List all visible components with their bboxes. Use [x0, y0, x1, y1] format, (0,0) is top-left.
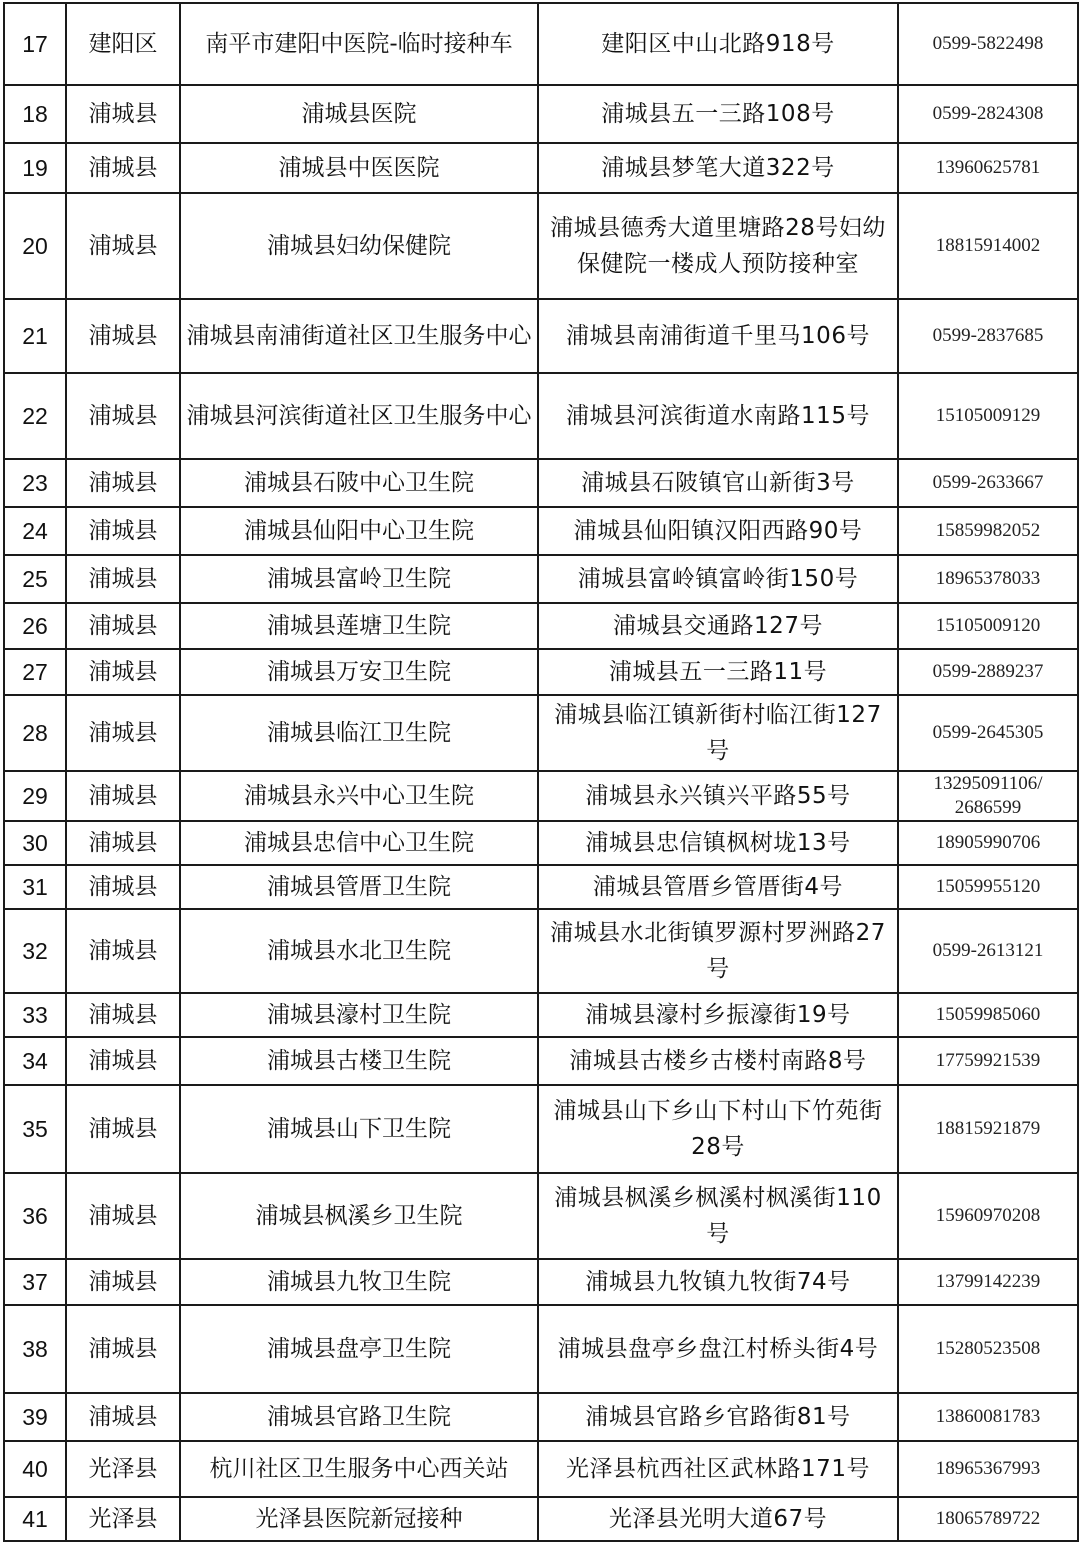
address-cell: 浦城县管厝乡管厝街4号 — [538, 865, 898, 909]
row-number: 36 — [4, 1173, 66, 1259]
institution-name-cell: 浦城县古楼卫生院 — [180, 1037, 538, 1085]
address-cell: 浦城县梦笔大道322号 — [538, 143, 898, 193]
row-number: 30 — [4, 821, 66, 865]
row-number: 37 — [4, 1259, 66, 1305]
row-number: 34 — [4, 1037, 66, 1085]
table-row — [4, 821, 1078, 865]
institution-name-cell: 光泽县医院新冠接种 — [180, 1497, 538, 1541]
phone-cell: 0599-2645305 — [898, 695, 1078, 771]
table-row — [4, 299, 1078, 373]
address-cell: 浦城县仙阳镇汉阳西路90号 — [538, 507, 898, 555]
table-row — [4, 1085, 1078, 1173]
phone-cell: 18815914002 — [898, 193, 1078, 299]
row-number: 25 — [4, 555, 66, 603]
table-row — [4, 459, 1078, 507]
row-number: 24 — [4, 507, 66, 555]
institution-name-cell: 南平市建阳中医院-临时接种车 — [180, 3, 538, 85]
institution-name-cell: 浦城县医院 — [180, 85, 538, 143]
phone-cell: 13295091106/ 2686599 — [898, 771, 1078, 821]
district-cell: 浦城县 — [66, 1259, 180, 1305]
table-row — [4, 1037, 1078, 1085]
table-row — [4, 3, 1078, 85]
institution-name-cell: 浦城县妇幼保健院 — [180, 193, 538, 299]
institution-name-cell: 浦城县万安卫生院 — [180, 649, 538, 695]
table-row — [4, 143, 1078, 193]
address-cell: 浦城县忠信镇枫树垅13号 — [538, 821, 898, 865]
address-cell: 浦城县交通路127号 — [538, 603, 898, 649]
address-cell: 浦城县水北街镇罗源村罗洲路27号 — [538, 909, 898, 993]
row-number: 17 — [4, 3, 66, 85]
row-number: 29 — [4, 771, 66, 821]
row-number: 19 — [4, 143, 66, 193]
row-number: 27 — [4, 649, 66, 695]
table-row — [4, 1393, 1078, 1441]
table-row — [4, 373, 1078, 459]
phone-cell: 15105009129 — [898, 373, 1078, 459]
row-number: 28 — [4, 695, 66, 771]
row-number: 41 — [4, 1497, 66, 1541]
district-cell: 浦城县 — [66, 1085, 180, 1173]
institution-name-cell: 浦城县中医医院 — [180, 143, 538, 193]
institution-name-cell: 浦城县盘亭卫生院 — [180, 1305, 538, 1393]
institution-name-cell: 浦城县濠村卫生院 — [180, 993, 538, 1037]
district-cell: 浦城县 — [66, 1173, 180, 1259]
table-row — [4, 1441, 1078, 1497]
district-cell: 浦城县 — [66, 695, 180, 771]
district-cell: 浦城县 — [66, 143, 180, 193]
institution-name-cell: 浦城县莲塘卫生院 — [180, 603, 538, 649]
district-cell: 浦城县 — [66, 909, 180, 993]
phone-cell: 18965378033 — [898, 555, 1078, 603]
phone-cell: 13799142239 — [898, 1259, 1078, 1305]
phone-cell: 0599-2824308 — [898, 85, 1078, 143]
table-row — [4, 603, 1078, 649]
district-cell: 浦城县 — [66, 771, 180, 821]
phone-cell: 0599-2837685 — [898, 299, 1078, 373]
district-cell: 浦城县 — [66, 507, 180, 555]
address-cell: 浦城县濠村乡振濠街19号 — [538, 993, 898, 1037]
address-cell: 浦城县临江镇新街村临江街127号 — [538, 695, 898, 771]
phone-cell: 15059985060 — [898, 993, 1078, 1037]
district-cell: 光泽县 — [66, 1497, 180, 1541]
phone-cell: 13960625781 — [898, 143, 1078, 193]
address-cell: 浦城县盘亭乡盘江村桥头街4号 — [538, 1305, 898, 1393]
institution-name-cell: 浦城县富岭卫生院 — [180, 555, 538, 603]
phone-cell: 0599-5822498 — [898, 3, 1078, 85]
row-number: 26 — [4, 603, 66, 649]
district-cell: 浦城县 — [66, 1393, 180, 1441]
phone-cell: 15059955120 — [898, 865, 1078, 909]
district-cell: 浦城县 — [66, 85, 180, 143]
district-cell: 浦城县 — [66, 649, 180, 695]
phone-cell: 0599-2613121 — [898, 909, 1078, 993]
phone-cell: 18965367993 — [898, 1441, 1078, 1497]
row-number: 23 — [4, 459, 66, 507]
vaccination-sites-table — [3, 2, 1079, 1542]
row-number: 32 — [4, 909, 66, 993]
institution-name-cell: 浦城县九牧卫生院 — [180, 1259, 538, 1305]
phone-cell: 15960970208 — [898, 1173, 1078, 1259]
address-cell: 光泽县光明大道67号 — [538, 1497, 898, 1541]
phone-cell: 15105009120 — [898, 603, 1078, 649]
phone-cell: 13860081783 — [898, 1393, 1078, 1441]
phone-cell: 17759921539 — [898, 1037, 1078, 1085]
district-cell: 浦城县 — [66, 373, 180, 459]
row-number: 40 — [4, 1441, 66, 1497]
table-row — [4, 555, 1078, 603]
table-row — [4, 1305, 1078, 1393]
address-cell: 浦城县官路乡官路街81号 — [538, 1393, 898, 1441]
address-cell: 光泽县杭西社区武林路171号 — [538, 1441, 898, 1497]
table-row — [4, 507, 1078, 555]
table-row — [4, 193, 1078, 299]
address-cell: 浦城县九牧镇九牧街74号 — [538, 1259, 898, 1305]
institution-name-cell: 浦城县忠信中心卫生院 — [180, 821, 538, 865]
district-cell: 浦城县 — [66, 299, 180, 373]
district-cell: 浦城县 — [66, 1037, 180, 1085]
institution-name-cell: 浦城县永兴中心卫生院 — [180, 771, 538, 821]
institution-name-cell: 浦城县水北卫生院 — [180, 909, 538, 993]
table-row — [4, 1497, 1078, 1541]
institution-name-cell: 浦城县河滨街道社区卫生服务中心 — [180, 373, 538, 459]
address-cell: 浦城县枫溪乡枫溪村枫溪街110号 — [538, 1173, 898, 1259]
address-cell: 浦城县南浦街道千里马106号 — [538, 299, 898, 373]
table-row — [4, 1173, 1078, 1259]
institution-name-cell: 浦城县南浦街道社区卫生服务中心 — [180, 299, 538, 373]
phone-cell: 15859982052 — [898, 507, 1078, 555]
table-row — [4, 85, 1078, 143]
table-row — [4, 865, 1078, 909]
district-cell: 浦城县 — [66, 993, 180, 1037]
institution-name-cell: 浦城县临江卫生院 — [180, 695, 538, 771]
row-number: 21 — [4, 299, 66, 373]
table-row — [4, 771, 1078, 821]
phone-cell: 15280523508 — [898, 1305, 1078, 1393]
institution-name-cell: 杭川社区卫生服务中心西关站 — [180, 1441, 538, 1497]
address-cell: 建阳区中山北路918号 — [538, 3, 898, 85]
address-cell: 浦城县古楼乡古楼村南路8号 — [538, 1037, 898, 1085]
row-number: 33 — [4, 993, 66, 1037]
institution-name-cell: 浦城县官路卫生院 — [180, 1393, 538, 1441]
address-cell: 浦城县富岭镇富岭街150号 — [538, 555, 898, 603]
institution-name-cell: 浦城县枫溪乡卫生院 — [180, 1173, 538, 1259]
district-cell: 浦城县 — [66, 193, 180, 299]
row-number: 35 — [4, 1085, 66, 1173]
district-cell: 浦城县 — [66, 821, 180, 865]
district-cell: 光泽县 — [66, 1441, 180, 1497]
institution-name-cell: 浦城县管厝卫生院 — [180, 865, 538, 909]
district-cell: 浦城县 — [66, 459, 180, 507]
table-row — [4, 993, 1078, 1037]
address-cell: 浦城县五一三路11号 — [538, 649, 898, 695]
table-body — [4, 3, 1078, 1541]
row-number: 18 — [4, 85, 66, 143]
address-cell: 浦城县永兴镇兴平路55号 — [538, 771, 898, 821]
table-row — [4, 909, 1078, 993]
institution-name-cell: 浦城县仙阳中心卫生院 — [180, 507, 538, 555]
table-row — [4, 695, 1078, 771]
institution-name-cell: 浦城县石陂中心卫生院 — [180, 459, 538, 507]
row-number: 31 — [4, 865, 66, 909]
institution-name-cell: 浦城县山下卫生院 — [180, 1085, 538, 1173]
address-cell: 浦城县河滨街道水南路115号 — [538, 373, 898, 459]
district-cell: 浦城县 — [66, 1305, 180, 1393]
phone-cell: 18815921879 — [898, 1085, 1078, 1173]
address-cell: 浦城县山下乡山下村山下竹苑街28号 — [538, 1085, 898, 1173]
table-row — [4, 1259, 1078, 1305]
address-cell: 浦城县石陂镇官山新街3号 — [538, 459, 898, 507]
phone-cell: 18905990706 — [898, 821, 1078, 865]
phone-cell: 0599-2889237 — [898, 649, 1078, 695]
row-number: 20 — [4, 193, 66, 299]
phone-cell: 18065789722 — [898, 1497, 1078, 1541]
phone-cell: 0599-2633667 — [898, 459, 1078, 507]
district-cell: 建阳区 — [66, 3, 180, 85]
row-number: 22 — [4, 373, 66, 459]
address-cell: 浦城县五一三路108号 — [538, 85, 898, 143]
row-number: 38 — [4, 1305, 66, 1393]
district-cell: 浦城县 — [66, 555, 180, 603]
row-number: 39 — [4, 1393, 66, 1441]
address-cell: 浦城县德秀大道里塘路28号妇幼保健院一楼成人预防接种室 — [538, 193, 898, 299]
district-cell: 浦城县 — [66, 865, 180, 909]
district-cell: 浦城县 — [66, 603, 180, 649]
table-row — [4, 649, 1078, 695]
